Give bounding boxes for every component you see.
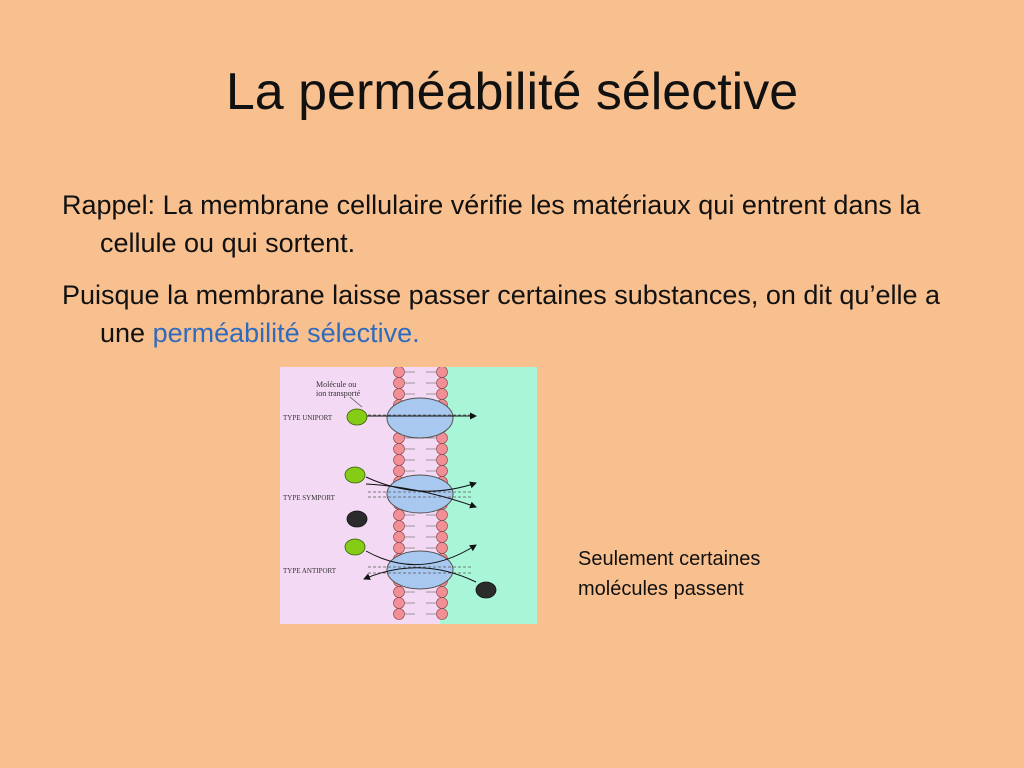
lipid-head	[394, 510, 405, 521]
symport-label: TYPE SYMPORT	[283, 494, 335, 502]
highlighted-term: perméabilité sélective.	[152, 318, 420, 348]
lipid-head	[394, 598, 405, 609]
figure-caption: Seulement certaines molécules passent	[578, 548, 761, 600]
lipid-head	[394, 389, 405, 400]
bullet-text: Rappel: La membrane cellulaire vérifie les matériaux qui entrent dans la cellule ou qui sortent.	[62, 190, 921, 258]
molecule-label: ion transporté	[316, 389, 361, 398]
bullet-list	[62, 186, 972, 366]
lipid-head	[394, 378, 405, 389]
lipid-head	[394, 466, 405, 477]
lipid-head	[437, 378, 448, 389]
bullet-text: Puisque la membrane laisse passer certaines substances, on dit qu’elle a une	[62, 280, 940, 348]
lipid-head	[437, 521, 448, 532]
lipid-head	[394, 609, 405, 620]
lipid-head	[437, 598, 448, 609]
green-molecule	[345, 539, 365, 555]
uniport-protein	[387, 398, 453, 438]
lipid-head	[437, 466, 448, 477]
symport-protein	[387, 475, 453, 513]
lipid-head	[437, 444, 448, 455]
dark-molecule	[476, 582, 496, 598]
lipid-head	[437, 587, 448, 598]
antiport-protein	[387, 551, 453, 589]
lipid-head	[394, 444, 405, 455]
lipid-head	[394, 532, 405, 543]
molecule-label: Molécule ou	[316, 380, 357, 389]
lipid-head	[394, 367, 405, 378]
lipid-head	[394, 521, 405, 532]
dark-molecule	[347, 511, 367, 527]
green-molecule	[345, 467, 365, 483]
lipid-head	[437, 455, 448, 466]
lipid-head	[394, 543, 405, 554]
bullet-item-permeability	[62, 276, 972, 352]
lipid-head	[437, 367, 448, 378]
lipid-head	[394, 455, 405, 466]
slide-title: La perméabilité sélective	[225, 63, 799, 121]
lipid-head	[437, 510, 448, 521]
lipid-head	[394, 587, 405, 598]
uniport-label: TYPE UNIPORT	[283, 414, 333, 422]
bullet-item-recall	[62, 186, 972, 262]
lipid-head	[437, 543, 448, 554]
membrane-transport-diagram	[280, 367, 537, 624]
antiport-label: TYPE ANTIPORT	[283, 567, 337, 575]
lipid-head	[437, 532, 448, 543]
green-molecule	[347, 409, 367, 425]
lipid-head	[437, 389, 448, 400]
lipid-head	[437, 609, 448, 620]
